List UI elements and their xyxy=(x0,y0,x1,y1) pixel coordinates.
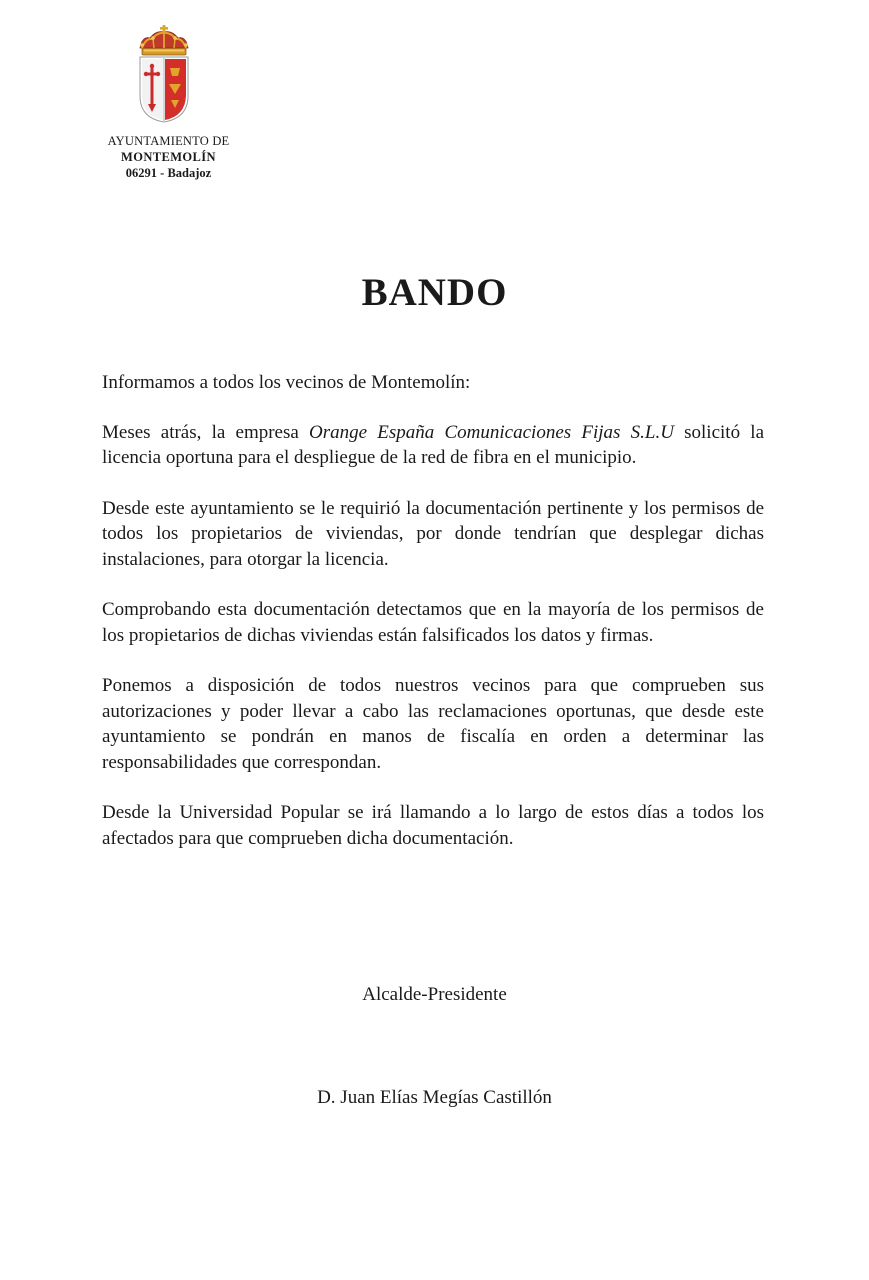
signer-role: Alcalde-Presidente xyxy=(362,984,507,1005)
paragraph-1-end: solicitó la licencia oportuna para el despliegue de la red de fibra en el municipio. xyxy=(102,421,764,468)
signer-name: D. Juan Elías Megías Castillón xyxy=(317,1087,552,1108)
paragraph-3: Comprobando esta documentación detectamos que en la mayoría de los permisos de los propietarios de dichas viviendas están falsificados los datos y firmas. xyxy=(102,599,764,646)
paragraph-1 xyxy=(102,420,764,471)
greeting-paragraph: Informamos a todos los vecinos de Montemolín: xyxy=(102,372,471,393)
company-name: Orange España Comunicaciones Fijas S.L.U xyxy=(309,421,674,443)
paragraph-2: Desde este ayuntamiento se le requirió la documentación pertinente y los permisos de todos los propietarios de viviendas, por donde tendrían que desplegar dichas instalaciones, para otorgar la licencia. xyxy=(102,497,764,570)
municipality-header xyxy=(96,133,241,181)
document-body xyxy=(102,370,764,876)
paragraph-1-start: Meses atrás, la empresa xyxy=(102,421,310,443)
paragraph-5: Desde la Universidad Popular se irá llamando a lo largo de estos días a todos los afectados para que comprueben dicha documentación. xyxy=(102,802,764,849)
municipality-name: MONTEMOLÍN xyxy=(121,150,216,164)
postal-address: 06291 - Badajoz xyxy=(125,166,212,180)
coat-of-arms-icon xyxy=(134,24,194,124)
paragraph-4: Ponemos a disposición de todos nuestros vecinos para que comprueben sus autorizaciones y poder llevar a cabo las reclamaciones oportunas, que desde este ayuntamiento se pondrán en manos de fiscalía en orden a determinar las responsabilidades que correspondan. xyxy=(102,675,764,773)
org-name-line: AYUNTAMIENTO DE xyxy=(107,134,230,148)
document-title: BANDO xyxy=(361,271,508,314)
